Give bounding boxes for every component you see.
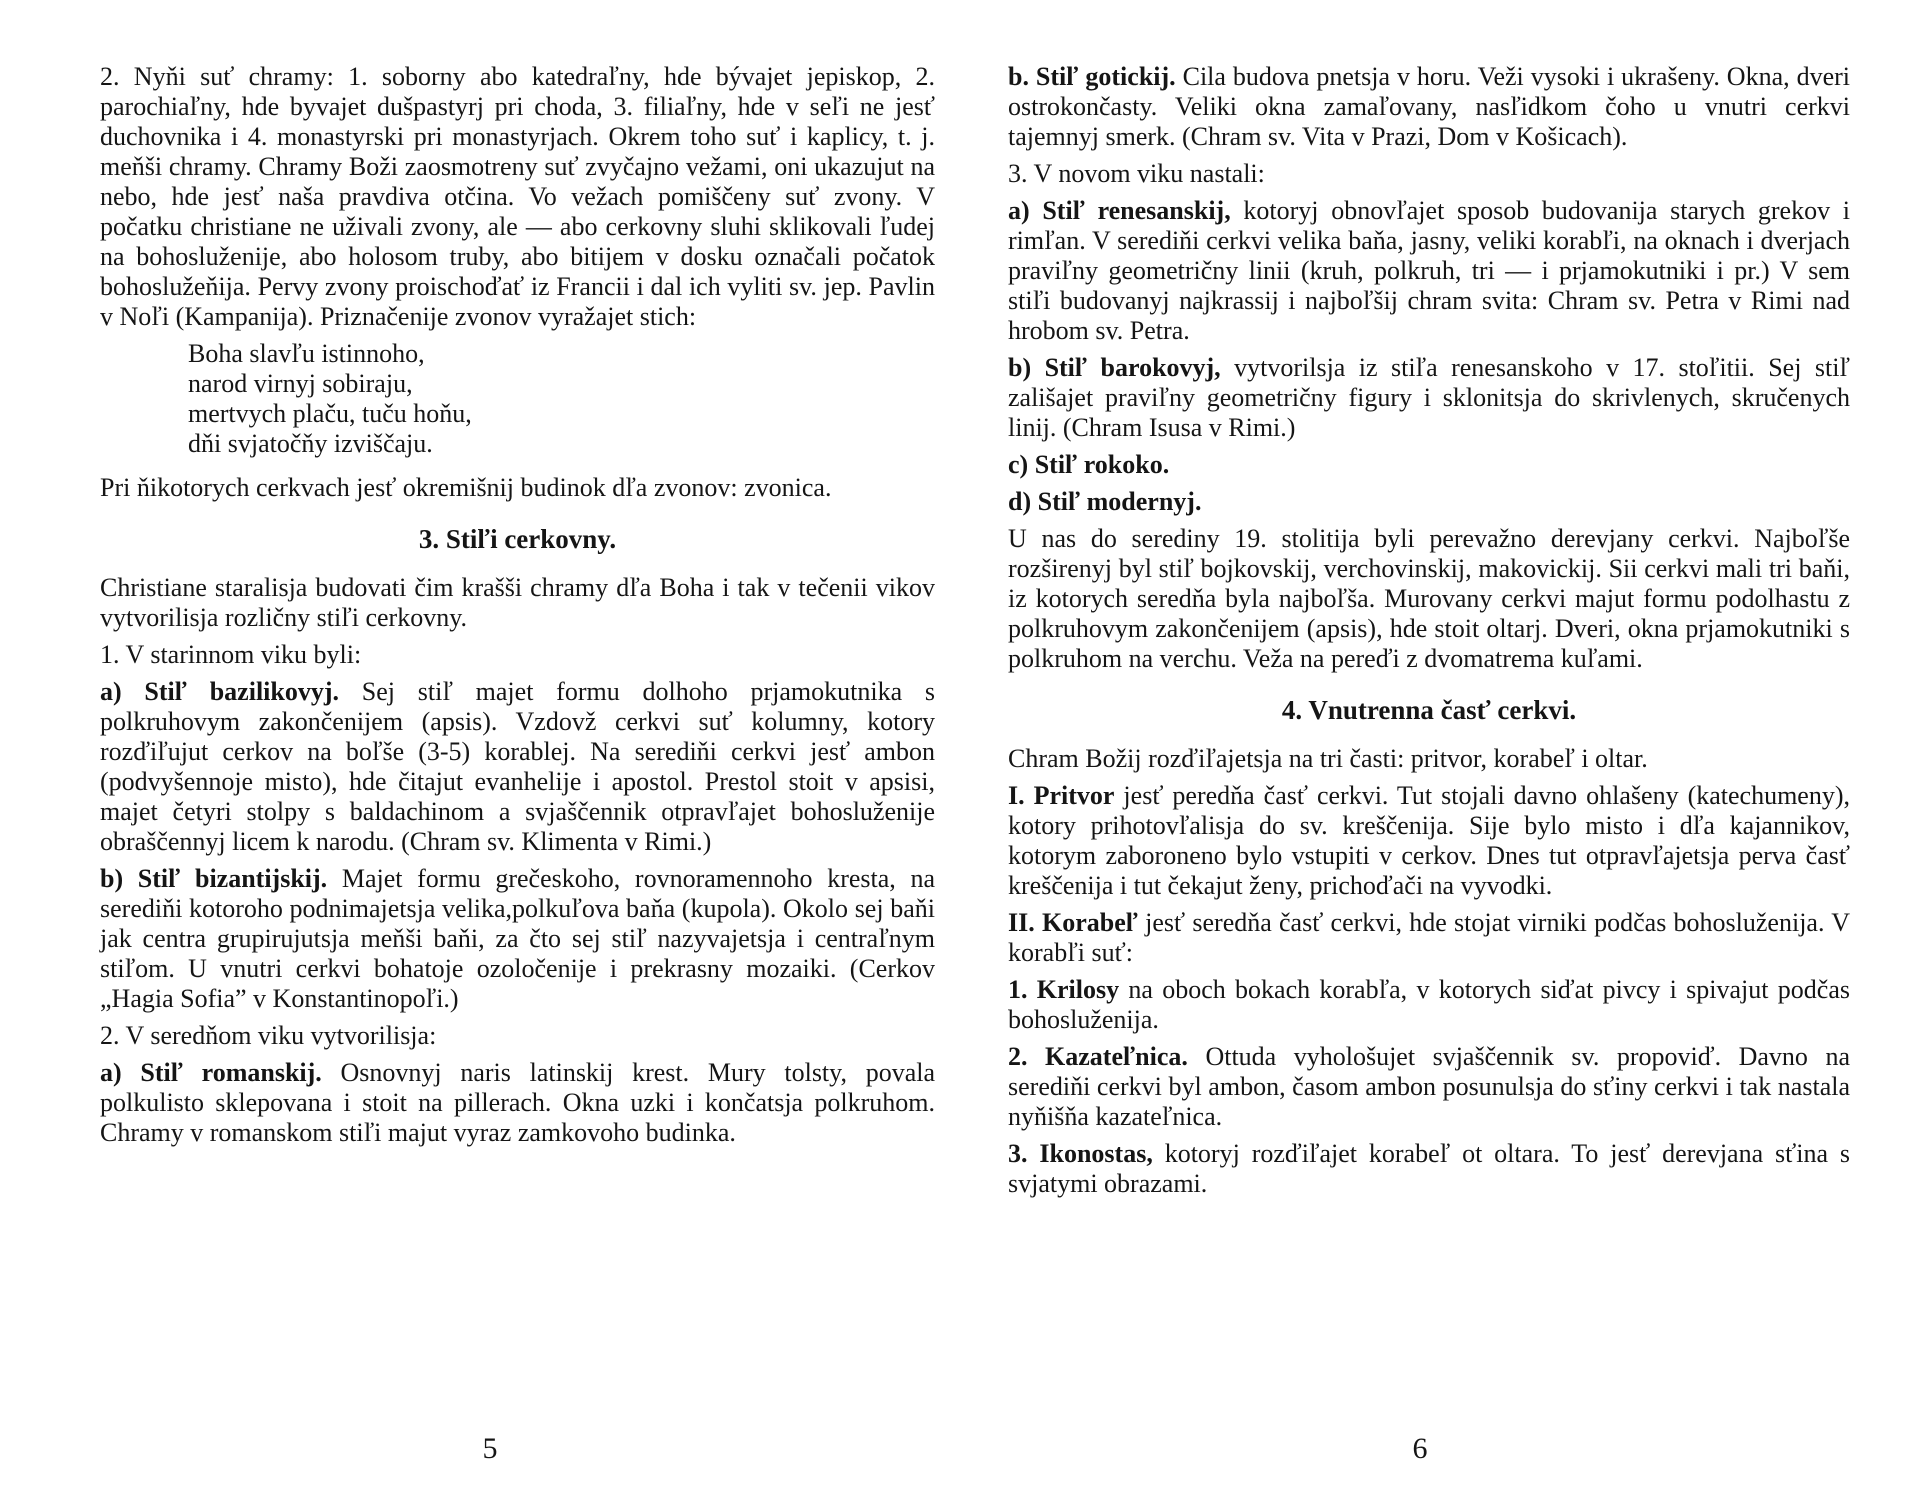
poem-line: dňi svjatočňy izviščaju. [188, 429, 433, 458]
left-page [100, 62, 935, 1155]
paragraph: 2. Nyňi suť chramy: 1. soborny abo katedraľny, hde bývajet jepiskop, 2. parochiaľny, hde byvajet dušpastyrj pri choda, 3. filiaľny, hde v seľi ne jesť duchovnika i 4. monastyrski pri monastyrjach. Okrem toho suť i kaplicy, t. j. meňši chramy. Chramy Boži zaosmotreny suť zvyčajno vežami, oni ukazujut na nebo, hde jesť naša pravdiva otčina. Vo vežach pomiščeny suť zvony. V počatku christiane ne uživali zvony, ale — abo cerkovny sluhi sklikovali ľudej na bohosluženije, abo holosom truby, abo bitijem v dosku označali počatok bohoslužeňija. Pervy zvony proischoďať iz Francii i dal ich vyliti sv. jep. Pavlin v Noľi (Kampanija). Priznačenije zvonov vyražajet stich: [100, 62, 935, 331]
page-number: 6 [1412, 1432, 1428, 1465]
poem-line: Boha slavľu istinnoho, [188, 339, 425, 368]
term: 1. Krilosy [1008, 975, 1120, 1004]
paragraph-text: jesť peredňa časť cerkvi. Tut stojali davno ohlašeny (katechumeny), kotory prihotovľalisja do sv. kreščenija. Sije bylo misto i dľa kajannikov, kotorym zaboroneno bylo vstupiti v cerkov. Dnes tut otpravľajetsja perva časť kreščenija i tut čekajut ženy, prichoďači na vyvodki. [1008, 781, 1850, 900]
paragraph-text: kotoryj rozďiľajet korabeľ ot oltara. To jesť derevjana sťina s svjatymi obrazami. [1008, 1139, 1851, 1198]
paragraph-text: Majet formu grečeskoho, rovnoramennoho kresta, na serediňi kotoroho podnimajetsja velika,polkuľova baňa (kupola). Okolo sej baňi jak centra grupirujutsja meňši baňi, za čto sej stiľ nazyvajetsja i centraľnym stiľom. U vnutri cerkvi bohatoje ozoločenije i prekrasny mozaiki. (Cerkov „Hagia Sofia” v Konstantinopoľi.) [100, 864, 935, 1013]
section-heading: 4. Vnutrenna časť cerkvi. [1281, 695, 1577, 725]
term: d) Stiľ modernyj. [1008, 487, 1202, 516]
term: 2. Kazateľnica. [1008, 1042, 1188, 1071]
term: b) Stiľ bizantijskij. [100, 864, 328, 893]
paragraph-text: vytvorilsja iz stiľa renesanskoho v 17. stoľitii. Sej stiľ zališajet praviľny geometričny figury i sklonitsja do skrivlenych, skručenych linij. (Chram Isusa v Rimi.) [1008, 353, 1850, 442]
paragraph [1008, 487, 1850, 517]
paragraph [1008, 196, 1850, 346]
term: c) Stiľ rokoko. [1008, 450, 1170, 479]
paragraph-text: Osnovnyj naris latinskij krest. Mury tolsty, povala polkulisto sklepovana i stoit na pillerach. Okna uzki i končatsja polkruhom. Chramy v romanskom stiľi majut vyraz zamkovoho budinka. [100, 1058, 935, 1147]
paragraph: U nas do serediny 19. stolitija byli perevažno derevjany cerkvi. Najboľše rozširenyj byl stiľ bojkovskij, verchovinskij, makovickij. Sii cerkvi mali tri baňi, iz kotorych seredňa byla najboľša. Murovany cerkvi majut formu podolhastu z polkruhovym zakončenijem (apsis), hde stoit oltarj. Dveri, okna prjamokutniki s polkruhom na verchu. Veža na pereďi z dvomatrema kuľami. [1008, 524, 1850, 673]
paragraph [1008, 353, 1850, 443]
term: a) Stiľ bazilikovyj. [100, 677, 340, 706]
paragraph: 1. V starinnom viku byli: [100, 640, 362, 669]
term: 3. Ikonostas, [1008, 1139, 1153, 1168]
paragraph [100, 677, 935, 857]
right-page [1008, 62, 1850, 1206]
paragraph: Pri ňikotorych cerkvach jesť okremišnij budinok dľa zvonov: zvonica. [100, 473, 832, 502]
paragraph [1008, 908, 1850, 968]
paragraph [1008, 781, 1850, 901]
term: b. Stiľ gotickij. [1008, 62, 1176, 91]
paragraph-text: kotoryj obnovľajet sposob budovanija starych grekov i rimľan. V serediňi cerkvi velika baňa, jasny, veliki korabľi, na oknach i dverjach praviľny geometričny linii (kruh, polkruh, tri — i prjamokutniki i pr.) V sem stiľi budovanyj najkrassij i najboľšij chram svita: Chram sv. Petra v Rimi nad hrobom sv. Petra. [1008, 196, 1850, 345]
page-number: 5 [482, 1432, 498, 1465]
paragraph [1008, 1042, 1850, 1132]
paragraph: 2. V seredňom viku vytvorilisja: [100, 1021, 437, 1050]
paragraph [1008, 450, 1850, 480]
paragraph-text: na oboch bokach korabľa, v kotorych siďat pivcy i spivajut podčas bohosluženija. [1008, 975, 1850, 1034]
poem-line: mertvych plaču, tuču hoňu, [188, 399, 472, 428]
term: b) Stiľ barokovyj, [1008, 353, 1221, 382]
paragraph [100, 864, 935, 1014]
poem-line: narod virnyj sobiraju, [188, 369, 413, 398]
paragraph: Christiane staralisja budovati čim krašši chramy dľa Boha i tak v tečenii vikov vytvorilisja rozličny stiľi cerkovny. [100, 573, 935, 632]
term: I. Pritvor [1008, 781, 1115, 810]
paragraph: 3. V novom viku nastali: [1008, 159, 1265, 188]
term: a) Stiľ renesanskij, [1008, 196, 1231, 225]
paragraph-text: jesť seredňa časť cerkvi, hde stojat virniki podčas bohosluženija. V korabľi suť: [1008, 908, 1850, 967]
paragraph [1008, 975, 1850, 1035]
paragraph [1008, 62, 1850, 152]
paragraph [100, 1058, 935, 1148]
term: II. Korabeľ [1008, 908, 1138, 937]
paragraph-text: Ottuda vyhološujet svjaščennik sv. propoviď. Davno na serediňi cerkvi byl ambon, časom ambon posunulsja do sťiny cerkvi i tak nastala nyňišňa kazateľnica. [1008, 1042, 1850, 1131]
paragraph-text: Sej stiľ majet formu dolhoho prjamokutnika s polkruhovym zakončenijem (apsis). Vzdovž cerkvi suť kolumny, kotory rozďiľujut cerkov na boľše (3-5) korablej. Na serediňi cerkvi jesť ambon (podvyšennoje misto), hde čitajut evanhelije i apostol. Prestol stoit v apsisi, majet četyri stolpy s baldachinom a svjaščennik otpravľajet bohosluženije obraščennyj licem k narodu. (Chram sv. Klimenta v Rimi.) [100, 677, 935, 856]
paragraph-text: Cila budova pnetsja v horu. Veži vysoki i ukrašeny. Okna, dveri ostrokončasty. Veliki okna zamaľovany, nasľidkom čoho u vnutri cerkvi tajemnyj smerk. (Chram sv. Vita v Prazi, Dom v Košicach). [1008, 62, 1850, 151]
paragraph: Chram Božij rozďiľajetsja na tri časti: pritvor, korabeľ i oltar. [1008, 744, 1648, 773]
section-heading: 3. Stiľi cerkovny. [418, 524, 617, 554]
term: a) Stiľ romanskij. [100, 1058, 322, 1087]
poem [188, 339, 935, 459]
paragraph [1008, 1139, 1850, 1199]
